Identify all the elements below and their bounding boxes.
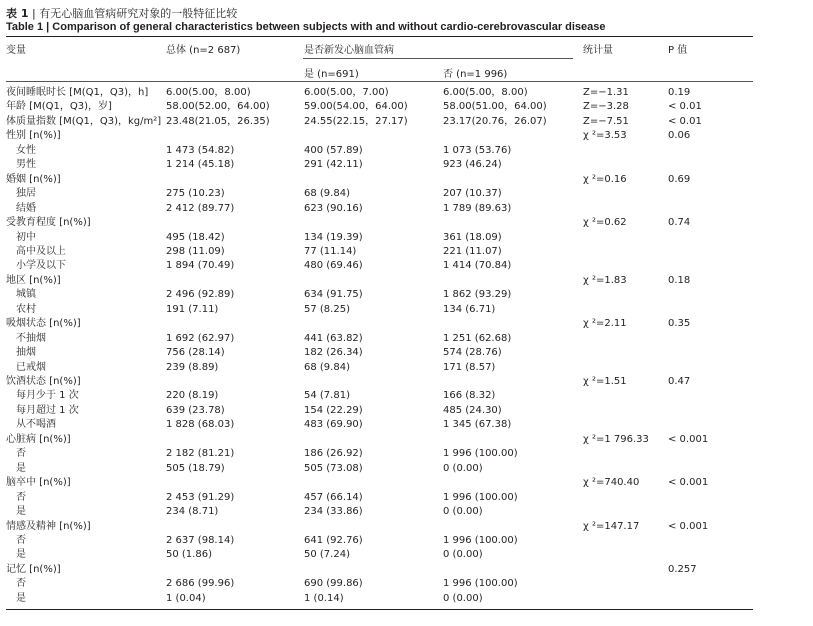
- cell-variable: 小学及以下: [16, 260, 66, 272]
- table-row: [0, 129, 813, 144]
- cell-variable: 每月少于 1 次: [16, 390, 79, 402]
- cell-no: 1 073 (53.76): [443, 144, 512, 156]
- table-row: [0, 577, 813, 592]
- cell-variable: 受教育程度 [n(%)]: [6, 217, 91, 229]
- cell-variable: 心脏病 [n(%)]: [6, 433, 71, 445]
- cell-variable: 记忆 [n(%)]: [6, 563, 61, 575]
- cell-p-value: < 0.01: [668, 115, 702, 127]
- cell-variable: 是: [16, 549, 26, 561]
- cell-statistic: χ ²=1.51: [583, 376, 627, 387]
- table-caption-cn: [6, 5, 237, 21]
- caption-cn-label: 表 1: [6, 7, 29, 20]
- cell-total: 639 (23.78): [166, 404, 225, 416]
- cell-no: 1 414 (70.84): [443, 260, 512, 272]
- table-row: [0, 563, 813, 578]
- table-row: [0, 216, 813, 231]
- cell-yes: 291 (42.11): [304, 159, 363, 171]
- table-row: [0, 259, 813, 274]
- cell-no: 171 (8.57): [443, 361, 496, 373]
- table-row: [0, 115, 813, 130]
- cell-yes: 24.55(22.15，27.17): [304, 115, 408, 127]
- caption-en-label: Table 1: [6, 21, 44, 33]
- cell-variable: 是: [16, 462, 26, 474]
- cell-yes: 641 (92.76): [304, 534, 363, 546]
- cell-no: 1 862 (93.29): [443, 289, 512, 301]
- cell-yes: 54 (7.81): [304, 390, 350, 402]
- cell-variable: 每月超过 1 次: [16, 404, 79, 416]
- cell-statistic: χ ²=0.62: [583, 217, 627, 229]
- cell-yes: 480 (69.46): [304, 260, 363, 272]
- cell-variable: 城镇: [16, 289, 36, 301]
- table-row: [0, 303, 813, 318]
- cell-statistic: χ ²=740.40: [583, 477, 640, 489]
- header-bottom-rule: [6, 81, 753, 82]
- table-row: [0, 520, 813, 535]
- cell-no: 574 (28.76): [443, 347, 502, 359]
- table-row: [0, 433, 813, 448]
- cell-p-value: < 0.001: [668, 477, 709, 489]
- cell-p-value: 0.06: [668, 130, 691, 142]
- cell-variable: 抽烟: [16, 347, 36, 359]
- cell-variable: 年龄 [M(Q1，Q3)，岁]: [6, 101, 112, 113]
- cell-total: 756 (28.14): [166, 347, 225, 359]
- cell-variable: 已戒烟: [16, 361, 46, 373]
- cell-total: 2 496 (92.89): [166, 289, 235, 301]
- cell-total: 495 (18.42): [166, 231, 225, 243]
- table-row: [0, 317, 813, 332]
- cell-total: 220 (8.19): [166, 390, 219, 402]
- cell-statistic: χ ²=1.83: [583, 274, 627, 286]
- cell-variable: 独居: [16, 188, 36, 200]
- cell-yes: 134 (19.39): [304, 231, 363, 243]
- cell-variable: 男性: [16, 159, 36, 171]
- cell-variable: 吸烟状态 [n(%)]: [6, 318, 81, 330]
- cell-total: 2 637 (98.14): [166, 534, 235, 546]
- cell-statistic: χ ²=147.17: [583, 520, 640, 532]
- table-row: [0, 491, 813, 506]
- table-row: [0, 548, 813, 563]
- cell-p-value: 0.257: [668, 563, 697, 575]
- cell-no: 1 996 (100.00): [443, 491, 518, 503]
- table-row: [0, 100, 813, 115]
- cell-no: 58.00(51.00，64.00): [443, 101, 547, 113]
- cell-total: 2 686 (99.96): [166, 578, 235, 590]
- table-row: [0, 158, 813, 173]
- cell-statistic: χ ²=3.53: [583, 130, 627, 142]
- table-row: [0, 361, 813, 376]
- cell-variable: 地区 [n(%)]: [6, 274, 61, 286]
- cell-total: 191 (7.11): [166, 303, 219, 315]
- cell-variable: 是: [16, 592, 26, 604]
- cell-no: 0 (0.00): [443, 549, 483, 561]
- header-statistic: 统计量: [583, 45, 613, 56]
- cell-yes: 634 (91.75): [304, 289, 363, 301]
- cell-variable: 婚姻 [n(%)]: [6, 173, 61, 185]
- table-row: [0, 418, 813, 433]
- cell-variable: 否: [16, 491, 26, 503]
- header-p-value: P 值: [668, 45, 688, 56]
- cell-variable: 农村: [16, 303, 36, 315]
- cell-total: 505 (18.79): [166, 462, 225, 474]
- cell-yes: 400 (57.89): [304, 144, 363, 156]
- table-row: [0, 592, 813, 607]
- header-new-cvd: 是否新发心脑血管病: [304, 45, 394, 56]
- cell-yes: 505 (73.08): [304, 462, 363, 474]
- cell-total: 234 (8.71): [166, 506, 219, 518]
- header-group-rule: [303, 58, 573, 59]
- cell-p-value: < 0.001: [668, 520, 709, 532]
- table-row: [0, 505, 813, 520]
- cell-statistic: Z=−7.51: [583, 115, 629, 127]
- cell-no: 0 (0.00): [443, 506, 483, 518]
- table-row: [0, 332, 813, 347]
- cell-p-value: 0.19: [668, 87, 691, 98]
- cell-variable: 体质量指数 [M(Q1，Q3)，kg/m²]: [6, 115, 162, 127]
- cell-total: 23.48(21.05，26.35): [166, 115, 270, 127]
- cell-no: 1 996 (100.00): [443, 448, 518, 460]
- cell-variable: 高中及以上: [16, 245, 66, 257]
- cell-total: 2 453 (91.29): [166, 491, 235, 503]
- header-yes: 是 (n=691): [304, 69, 359, 80]
- cell-yes: 690 (99.86): [304, 578, 363, 590]
- cell-no: 134 (6.71): [443, 303, 496, 315]
- cell-p-value: < 0.001: [668, 433, 709, 445]
- header-variable: 变量: [6, 45, 26, 56]
- table-row: [0, 447, 813, 462]
- cell-total: 6.00(5.00，8.00): [166, 87, 251, 98]
- cell-no: 1 996 (100.00): [443, 578, 518, 590]
- table-row: [0, 231, 813, 246]
- cell-no: 221 (11.07): [443, 245, 502, 257]
- cell-yes: 6.00(5.00，7.00): [304, 87, 389, 98]
- table-top-rule: [6, 36, 753, 37]
- cell-statistic: χ ²=2.11: [583, 318, 627, 330]
- cell-no: 361 (18.09): [443, 231, 502, 243]
- caption-en-separator: |: [46, 21, 50, 33]
- cell-no: 207 (10.37): [443, 188, 502, 200]
- table-row: [0, 288, 813, 303]
- cell-variable: 否: [16, 578, 26, 590]
- table-caption-en: [6, 21, 606, 33]
- cell-yes: 441 (63.82): [304, 332, 363, 344]
- cell-p-value: 0.69: [668, 173, 691, 185]
- table-row: [0, 389, 813, 404]
- cell-no: 1 345 (67.38): [443, 419, 512, 431]
- caption-cn-title: 有无心脑血管病研究对象的一般特征比较: [39, 7, 238, 20]
- cell-statistic: Z=−3.28: [583, 101, 629, 113]
- cell-no: 923 (46.24): [443, 159, 502, 171]
- table-row: [0, 202, 813, 217]
- cell-total: 1 828 (68.03): [166, 419, 235, 431]
- cell-statistic: χ ²=0.16: [583, 173, 627, 185]
- caption-cn-separator: |: [31, 7, 36, 20]
- cell-variable: 女性: [16, 144, 36, 156]
- cell-yes: 457 (66.14): [304, 491, 363, 503]
- cell-total: 298 (11.09): [166, 245, 225, 257]
- table-row: [0, 173, 813, 188]
- cell-p-value: < 0.01: [668, 101, 702, 113]
- table-row: [0, 187, 813, 202]
- cell-yes: 186 (26.92): [304, 448, 363, 460]
- table-row: [0, 375, 813, 390]
- cell-variable: 脑卒中 [n(%)]: [6, 477, 71, 489]
- cell-variable: 结婚: [16, 202, 36, 214]
- cell-no: 0 (0.00): [443, 592, 483, 604]
- cell-total: 58.00(52.00，64.00): [166, 101, 270, 113]
- cell-total: 1 (0.04): [166, 592, 206, 604]
- header-no: 否 (n=1 996): [443, 69, 508, 80]
- table-row: [0, 144, 813, 159]
- cell-yes: 77 (11.14): [304, 245, 357, 257]
- cell-variable: 情感及精神 [n(%)]: [6, 520, 91, 532]
- cell-total: 239 (8.89): [166, 361, 219, 373]
- cell-total: 50 (1.86): [166, 549, 212, 561]
- header-total: 总体 (n=2 687): [166, 45, 241, 56]
- cell-no: 166 (8.32): [443, 390, 496, 402]
- cell-variable: 初中: [16, 231, 36, 243]
- cell-yes: 68 (9.84): [304, 188, 350, 200]
- table-row: [0, 476, 813, 491]
- cell-total: 1 692 (62.97): [166, 332, 235, 344]
- cell-yes: 68 (9.84): [304, 361, 350, 373]
- table-row: [0, 346, 813, 361]
- cell-variable: 从不喝酒: [16, 419, 56, 431]
- table-row: [0, 462, 813, 477]
- cell-total: 2 182 (81.21): [166, 448, 235, 460]
- table-row: [0, 274, 813, 289]
- cell-no: 6.00(5.00，8.00): [443, 87, 528, 98]
- cell-total: 275 (10.23): [166, 188, 225, 200]
- cell-variable: 否: [16, 448, 26, 460]
- cell-yes: 623 (90.16): [304, 202, 363, 214]
- cell-p-value: 0.47: [668, 376, 691, 387]
- table-bottom-rule: [6, 609, 753, 610]
- cell-total: 1 894 (70.49): [166, 260, 235, 272]
- cell-yes: 234 (33.86): [304, 506, 363, 518]
- cell-yes: 182 (26.34): [304, 347, 363, 359]
- cell-total: 1 473 (54.82): [166, 144, 235, 156]
- cell-variable: 夜间睡眠时长 [M(Q1，Q3)，h]: [6, 87, 149, 98]
- table-row: [0, 404, 813, 419]
- cell-yes: 59.00(54.00，64.00): [304, 101, 408, 113]
- cell-p-value: 0.18: [668, 274, 691, 286]
- cell-yes: 57 (8.25): [304, 303, 350, 315]
- cell-no: 1 996 (100.00): [443, 534, 518, 546]
- caption-en-title: Comparison of general characteristics between subjects with and without cardio-cerebrovascular disease: [52, 21, 606, 33]
- cell-statistic: χ ²=1 796.33: [583, 433, 649, 445]
- cell-total: 2 412 (89.77): [166, 202, 235, 214]
- cell-p-value: 0.35: [668, 318, 691, 330]
- cell-no: 0 (0.00): [443, 462, 483, 474]
- cell-variable: 饮酒状态 [n(%)]: [6, 376, 81, 387]
- cell-no: 485 (24.30): [443, 404, 502, 416]
- cell-no: 23.17(20.76，26.07): [443, 115, 547, 127]
- cell-yes: 154 (22.29): [304, 404, 363, 416]
- table-row: [0, 245, 813, 260]
- cell-yes: 483 (69.90): [304, 419, 363, 431]
- cell-yes: 50 (7.24): [304, 549, 350, 561]
- cell-variable: 否: [16, 534, 26, 546]
- cell-variable: 不抽烟: [16, 332, 46, 344]
- cell-variable: 性别 [n(%)]: [6, 130, 61, 142]
- cell-variable: 是: [16, 506, 26, 518]
- cell-no: 1 789 (89.63): [443, 202, 512, 214]
- cell-total: 1 214 (45.18): [166, 159, 235, 171]
- cell-p-value: 0.74: [668, 217, 691, 229]
- table-row: [0, 86, 813, 101]
- cell-statistic: Z=−1.31: [583, 87, 629, 98]
- cell-yes: 1 (0.14): [304, 592, 344, 604]
- cell-no: 1 251 (62.68): [443, 332, 512, 344]
- table-row: [0, 534, 813, 549]
